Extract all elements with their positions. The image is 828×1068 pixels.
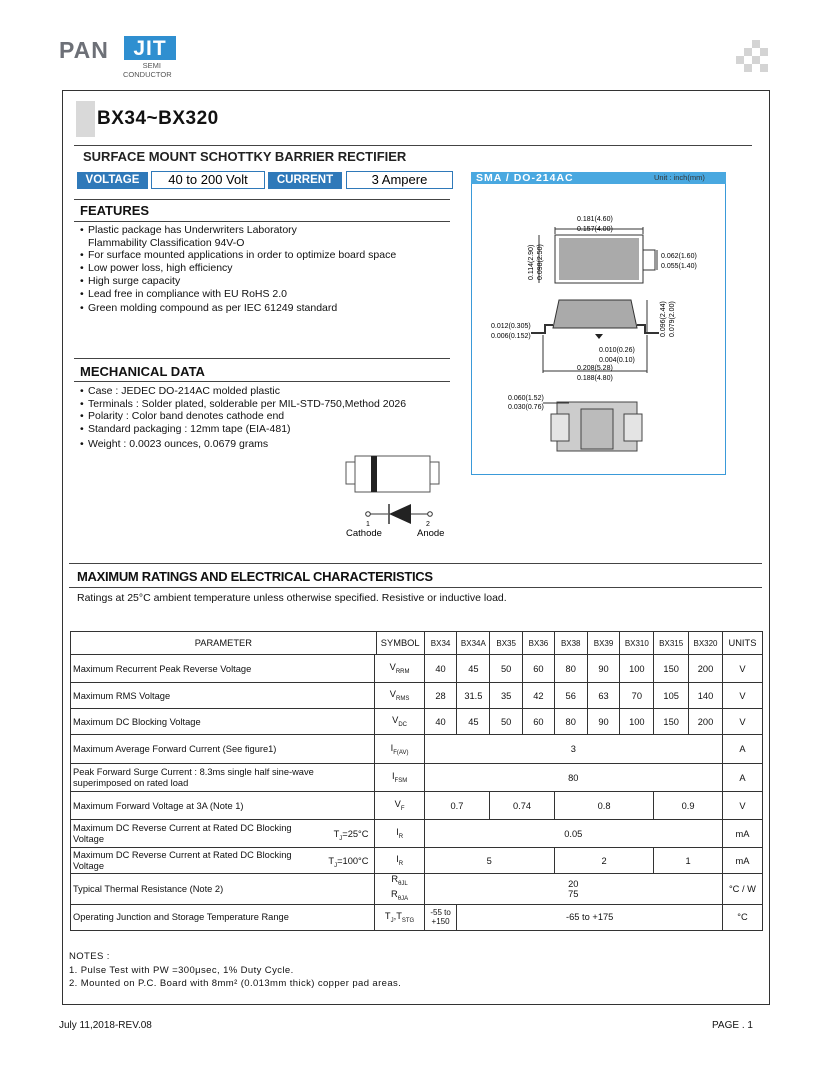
value-cell: 200 — [689, 655, 723, 683]
divider — [69, 587, 762, 588]
symbol-cell — [375, 735, 424, 764]
value-cell: 70 — [620, 683, 654, 709]
value-cell: 80 — [554, 655, 587, 683]
dim-length-1: 0.208(5.28) — [577, 365, 613, 372]
current-value: 3 Ampere — [346, 171, 453, 189]
value-cell: 150 — [654, 655, 689, 683]
value-cell: 200 — [689, 709, 723, 735]
unit-cell: mA — [722, 820, 762, 848]
divider — [74, 199, 450, 200]
brand-logo-jit: JIT — [124, 36, 176, 60]
package-unit: Unit : inch(mm) — [654, 173, 705, 182]
header-part: BX310 — [620, 632, 654, 655]
value-cell: 50 — [490, 709, 523, 735]
list-item: • Weight : 0.0023 ounces, 0.0679 grams — [80, 438, 460, 451]
value-cell: 0.05 — [424, 820, 722, 848]
symbol: R — [391, 888, 398, 899]
dim-pad-1: 0.060(1.52) — [508, 395, 544, 402]
list-item: Flammability Classification 94V-O — [88, 236, 245, 249]
divider — [69, 563, 762, 564]
value-cell — [424, 874, 722, 905]
value-cell: 150 — [654, 709, 689, 735]
ratings-heading: MAXIMUM RATINGS AND ELECTRICAL CHARACTERISTICS — [77, 569, 433, 584]
param-cell — [71, 764, 375, 792]
value-cell: 31.5 — [457, 683, 490, 709]
header-symbol: SYMBOL — [376, 632, 424, 654]
symbol-cell — [375, 764, 424, 792]
value-cell: 63 — [587, 683, 620, 709]
divider — [74, 145, 752, 146]
notes-heading: NOTES : — [69, 951, 110, 962]
cond-value: =25°C — [342, 829, 369, 839]
cond-symbol: T — [328, 856, 335, 866]
param-cell: Maximum Forward Voltage at 3A (Note 1) — [71, 792, 375, 820]
value-cell: 3 — [424, 735, 722, 764]
dim-side-2: 0.079(2.00) — [669, 301, 676, 337]
divider — [74, 358, 450, 359]
param-cell: Maximum RMS Voltage — [71, 683, 375, 709]
symbol-sub: F — [400, 805, 405, 812]
symbol-cell — [375, 848, 424, 874]
param-line: superimposed on rated load — [73, 777, 189, 788]
unit-cell: V — [722, 683, 762, 709]
symbol-sub: F(AV) — [393, 749, 409, 756]
list-item: • Low power loss, high efficiency — [80, 262, 460, 275]
table-row — [71, 904, 763, 930]
symbol-cell — [375, 820, 424, 848]
unit-cell: A — [722, 764, 762, 792]
value-line: -55 to — [430, 908, 451, 918]
features-heading: FEATURES — [80, 203, 150, 218]
value-cell: 42 — [523, 683, 555, 709]
value-cell: 5 — [424, 848, 554, 874]
unit-cell: °C / W — [722, 874, 762, 905]
param-cell: Maximum Average Forward Current (See figure1) — [71, 735, 375, 764]
header-part: BX39 — [587, 632, 620, 655]
header-part: BX36 — [523, 632, 555, 655]
unit-cell: mA — [722, 848, 762, 874]
value-cell: 0.8 — [554, 792, 653, 820]
symbol: I — [390, 742, 394, 753]
symbol: V — [389, 662, 396, 673]
package-outline-icon — [346, 456, 439, 492]
symbol-sub: θJA — [397, 895, 409, 902]
header-units: UNITS — [722, 632, 762, 655]
symbol: T — [384, 910, 391, 921]
list-item: • For surface mounted applications in order to optimize board space — [80, 249, 460, 262]
unit-cell: °C — [722, 904, 762, 930]
value-cell: 80 — [554, 709, 587, 735]
dim-lead-2: 0.006(0.152) — [491, 333, 531, 340]
header-part: BX315 — [654, 632, 689, 655]
symbol-sub: J — [390, 917, 394, 924]
ratings-note: Ratings at 25°C ambient temperature unless otherwise specified. Resistive or inductive load. — [77, 592, 507, 604]
table-row — [71, 655, 763, 683]
table-row — [71, 874, 763, 905]
param-line: Maximum DC Reverse Current at Rated DC Blocking — [73, 849, 292, 860]
unit-cell: V — [722, 655, 762, 683]
table-row — [71, 792, 763, 820]
symbol: ,T — [393, 910, 402, 921]
list-item: • Green molding compound as per IEC 61249 standard — [80, 302, 460, 315]
param-line: Peak Forward Surge Current : 8.3ms single half sine-wave — [73, 766, 314, 777]
dim-width-top: 0.181(4.60) — [577, 216, 613, 223]
list-item: • High surge capacity — [80, 275, 460, 288]
value-cell: 100 — [620, 709, 654, 735]
tagline-line1: SEMI — [142, 61, 161, 70]
symbol-sub: R — [398, 833, 404, 840]
notes — [69, 950, 401, 991]
divider — [74, 381, 450, 382]
value-line: 75 — [568, 888, 579, 899]
voltage-label: VOLTAGE — [77, 172, 148, 189]
mechanical-list — [80, 385, 460, 451]
param-line: Voltage — [73, 860, 105, 871]
ratings-table — [70, 631, 763, 931]
value-cell: 105 — [654, 683, 689, 709]
dim-side-1: 0.096(2.44) — [660, 301, 667, 337]
table-row — [71, 709, 763, 735]
diode-symbol-icon — [366, 504, 433, 524]
table-row — [71, 820, 763, 848]
package-dimension-drawing — [471, 185, 726, 475]
cond-sub: J — [339, 835, 343, 842]
cathode-label: Cathode — [346, 528, 382, 539]
anode-label: Anode — [417, 528, 445, 539]
dim-height-1: 0.114(2.90) — [528, 244, 535, 280]
header-part: BX38 — [554, 632, 587, 655]
condition — [334, 829, 369, 845]
list-item: • Lead free in compliance with EU RoHS 2.0 — [80, 288, 460, 301]
symbol-cell — [375, 904, 424, 930]
table-row — [71, 764, 763, 792]
brand-tagline — [123, 61, 172, 79]
value-cell: 60 — [523, 709, 555, 735]
header-part: BX34A — [457, 632, 490, 655]
dim-pad-2: 0.030(0.76) — [508, 404, 544, 411]
table-row — [71, 683, 763, 709]
dim-width-bottom: 0.157(4.00) — [577, 226, 613, 233]
diode-drawing — [340, 448, 460, 543]
value-cell: -65 to +175 — [457, 904, 722, 930]
value-cell — [424, 904, 457, 930]
value-cell: 60 — [523, 655, 555, 683]
doc-subtitle: SURFACE MOUNT SCHOTTKY BARRIER RECTIFIER — [83, 149, 407, 164]
value-cell: 1 — [654, 848, 723, 874]
value-cell: 40 — [424, 655, 457, 683]
dim-lead-1: 0.012(0.305) — [491, 323, 531, 330]
symbol: V — [392, 715, 399, 726]
table-row — [71, 848, 763, 874]
header-part: BX34 — [424, 632, 457, 655]
table-row — [71, 735, 763, 764]
header-parameter: PARAMETER — [194, 638, 252, 648]
list-item: • Plastic package has Underwriters Laboratory — [80, 224, 460, 237]
features-list — [80, 224, 460, 315]
value-cell: 40 — [424, 709, 457, 735]
value-cell: 56 — [554, 683, 587, 709]
pin2-label: 2 — [426, 521, 430, 528]
note-item: 1. Pulse Test with PW =300μsec, 1% Duty Cycle. — [69, 964, 294, 976]
symbol: V — [389, 689, 396, 700]
cond-sub: J — [334, 862, 338, 869]
symbol-sub: DC — [398, 721, 407, 728]
note-item: 2. Mounted on P.C. Board with 8mm² (0.013mm thick) copper pad areas. — [69, 978, 402, 989]
symbol: I — [391, 771, 395, 782]
cond-symbol: T — [333, 829, 340, 839]
unit-cell: V — [722, 792, 762, 820]
value-cell: 100 — [620, 655, 654, 683]
footer-page: PAGE . 1 — [712, 1020, 753, 1031]
brand-logo-pan: PAN — [59, 37, 109, 63]
mechanical-heading: MECHANICAL DATA — [80, 364, 205, 379]
divider — [74, 221, 450, 222]
unit-cell: A — [722, 735, 762, 764]
value-cell: 45 — [457, 655, 490, 683]
dim-height-2: 0.098(2.50) — [537, 244, 544, 280]
value-line: +150 — [431, 917, 450, 927]
value-cell: 45 — [457, 709, 490, 735]
voltage-value: 40 to 200 Volt — [151, 171, 265, 189]
symbol-cell — [375, 792, 424, 820]
dim-right-2: 0.055(1.40) — [661, 263, 697, 270]
value-cell: 90 — [587, 655, 620, 683]
value-cell: 35 — [490, 683, 523, 709]
current-label: CURRENT — [268, 172, 342, 189]
param-line: Voltage — [73, 833, 105, 844]
symbol-sub: RRM — [395, 668, 410, 675]
symbol-cell — [375, 874, 424, 905]
table-header-row — [71, 632, 763, 655]
dim-right-1: 0.062(1.60) — [661, 253, 697, 260]
dim-standoff-2: 0.004(0.10) — [599, 357, 635, 364]
value-cell: 28 — [424, 683, 457, 709]
symbol: V — [394, 799, 401, 810]
value-cell: 0.9 — [654, 792, 723, 820]
value-cell: 2 — [554, 848, 653, 874]
symbol-cell — [375, 655, 424, 683]
value-cell: 0.7 — [424, 792, 490, 820]
dim-length-2: 0.188(4.80) — [577, 375, 613, 382]
list-item: • Case : JEDEC DO-214AC molded plastic — [80, 385, 460, 398]
condition — [328, 856, 368, 872]
list-item: • Standard packaging : 12mm tape (EIA-481) — [80, 423, 460, 436]
package-name: SMA / DO-214AC — [476, 172, 574, 184]
value-cell: 0.74 — [490, 792, 555, 820]
header-part: BX320 — [689, 632, 723, 655]
value-line: 20 — [568, 878, 579, 889]
symbol-cell — [375, 709, 424, 735]
symbol-cell — [375, 683, 424, 709]
footer-date: July 11,2018-REV.08 — [59, 1020, 152, 1031]
header-part: BX35 — [490, 632, 523, 655]
tagline-line2: CONDUCTOR — [123, 70, 172, 79]
cond-value: =100°C — [337, 856, 369, 866]
value-cell: 140 — [689, 683, 723, 709]
symbol-sub: STG — [401, 917, 415, 924]
symbol: I — [396, 854, 399, 865]
param-line: Maximum DC Reverse Current at Rated DC Blocking — [73, 822, 292, 833]
value-cell: 80 — [424, 764, 722, 792]
param-cell — [71, 848, 375, 874]
symbol: R — [391, 874, 399, 884]
param-cell: Operating Junction and Storage Temperature Range — [71, 904, 375, 930]
symbol-sub: θJL — [398, 880, 408, 887]
title-accent — [76, 101, 95, 137]
list-item: • Polarity : Color band denotes cathode end — [80, 410, 460, 423]
unit-cell: V — [722, 709, 762, 735]
symbol: I — [396, 827, 399, 838]
param-cell: Maximum DC Blocking Voltage — [71, 709, 375, 735]
doc-title: BX34~BX320 — [97, 108, 219, 129]
value-cell: 90 — [587, 709, 620, 735]
param-cell: Maximum Recurrent Peak Reverse Voltage — [71, 655, 375, 683]
value-cell: 50 — [490, 655, 523, 683]
dim-standoff-1: 0.010(0.26) — [599, 347, 635, 354]
param-cell: Typical Thermal Resistance (Note 2) — [71, 874, 375, 905]
param-cell — [71, 820, 375, 848]
symbol-sub: FSM — [394, 777, 408, 784]
symbol-sub: RMS — [396, 695, 410, 702]
pin1-label: 1 — [366, 521, 370, 528]
list-item: • Terminals : Solder plated, solderable per MIL-STD-750,Method 2026 — [80, 398, 460, 411]
symbol-sub: R — [398, 860, 404, 867]
